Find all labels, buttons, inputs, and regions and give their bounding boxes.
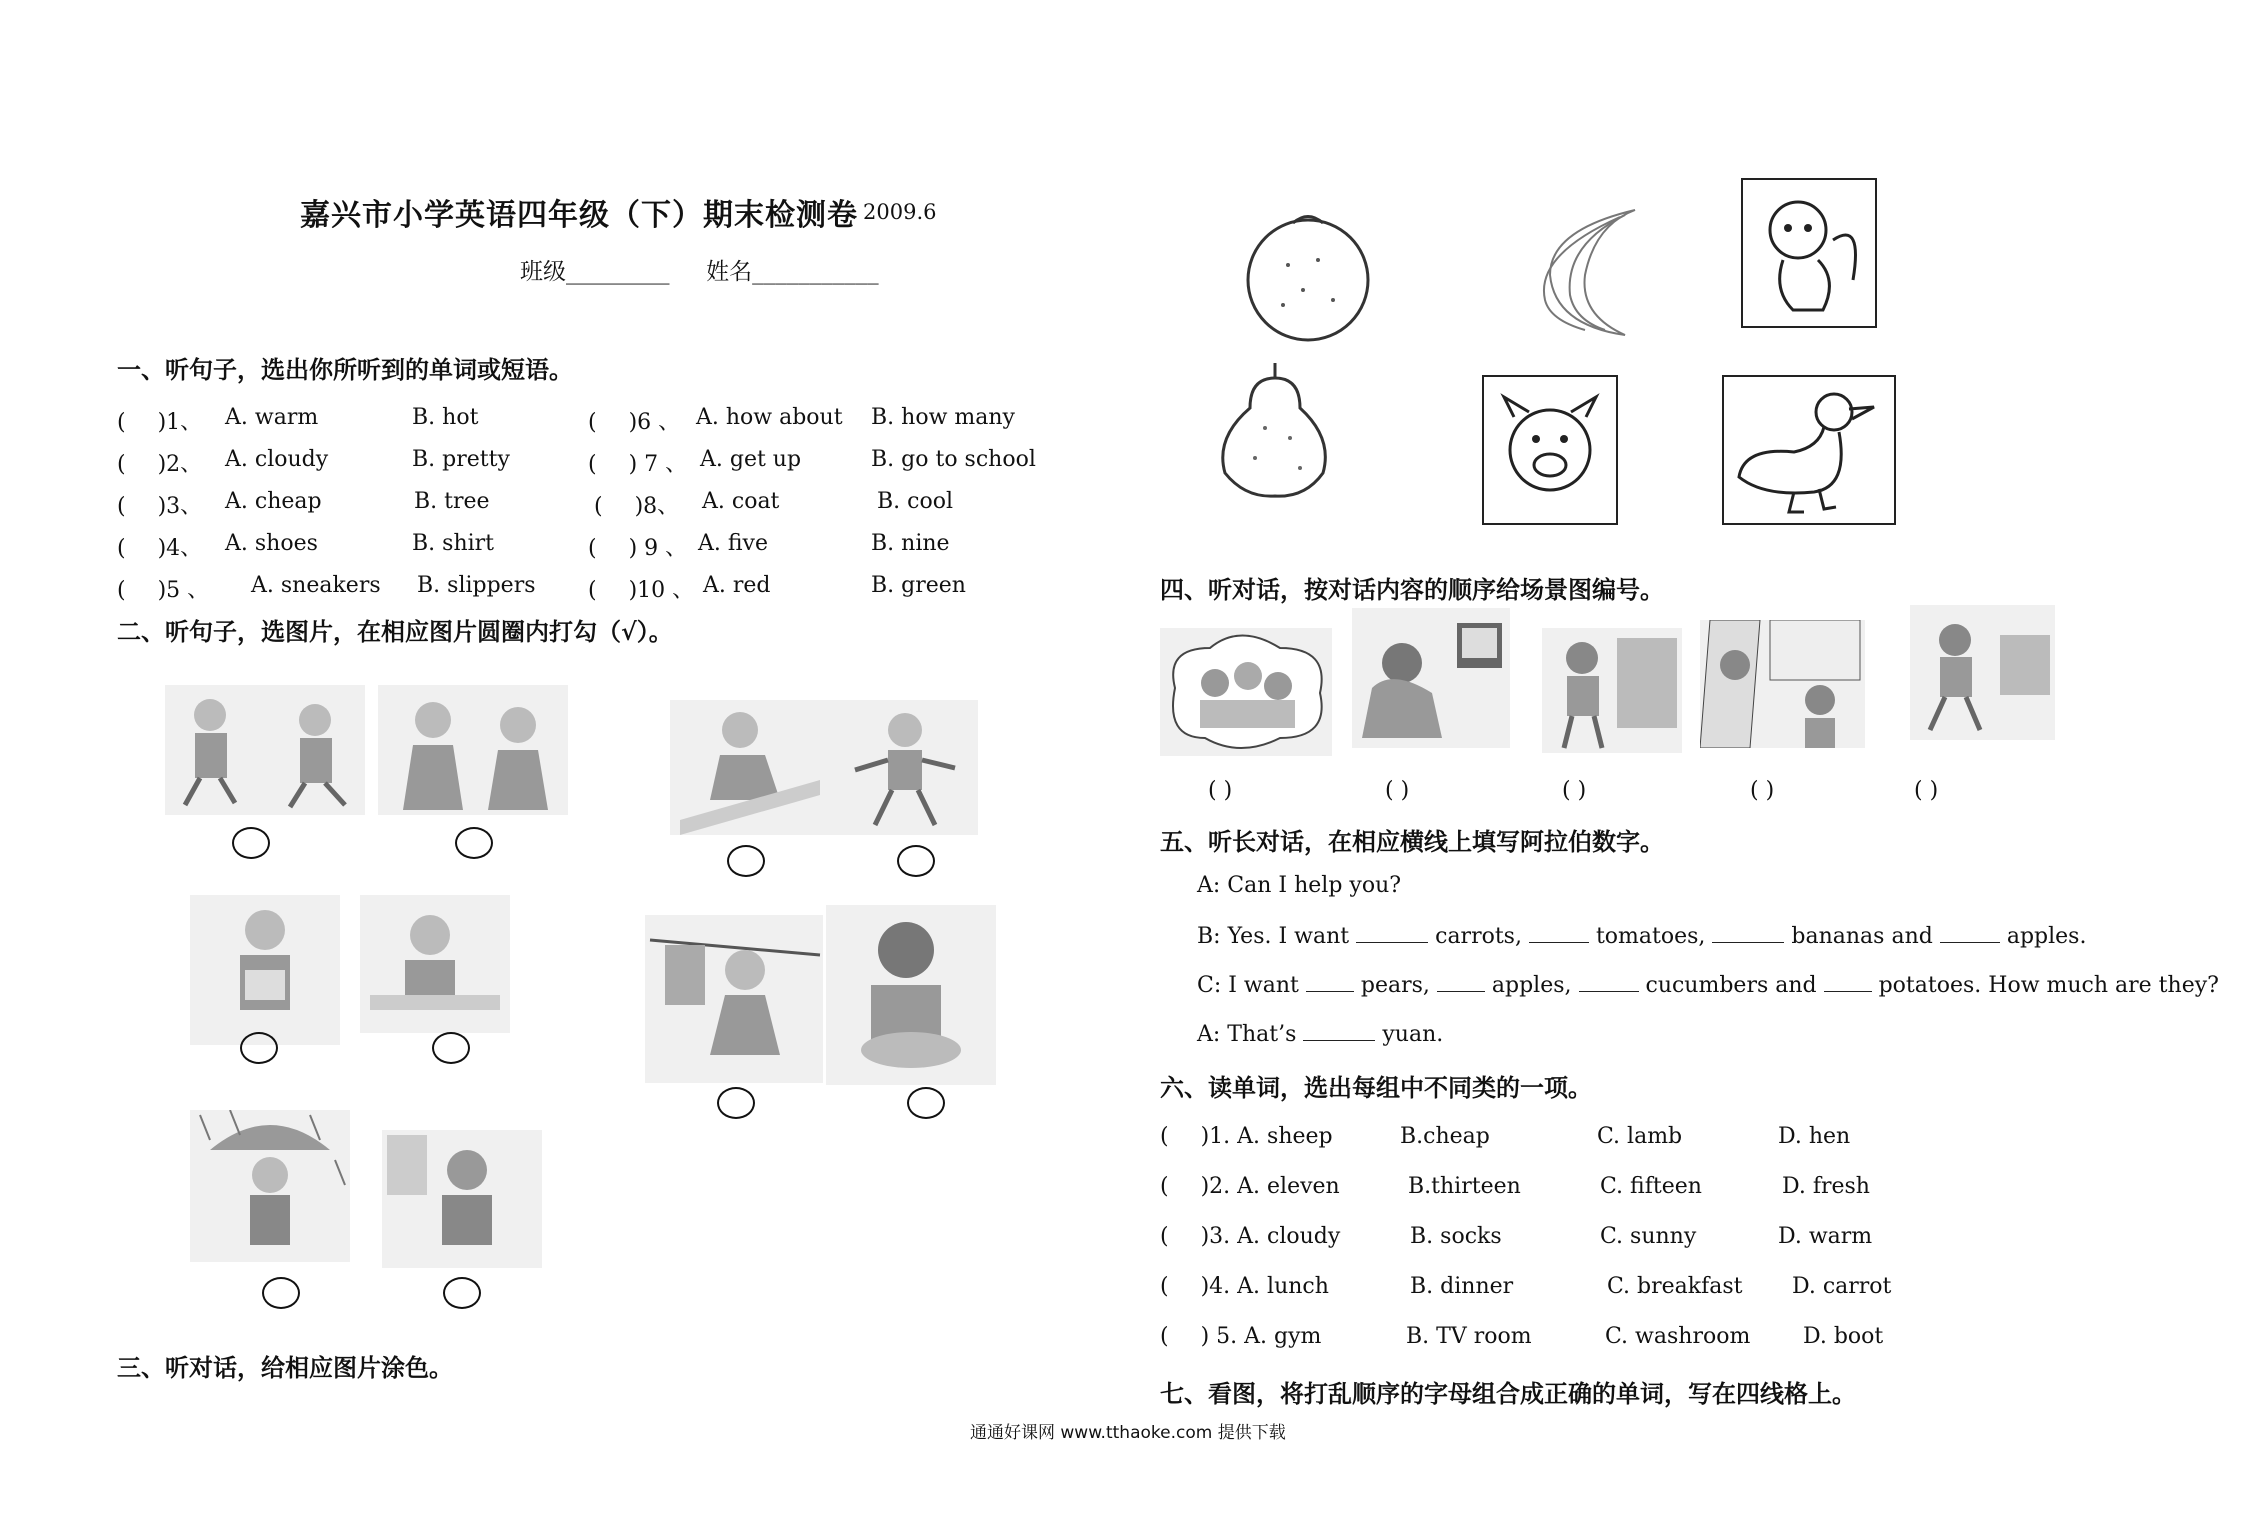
list-item: ( )1. A. sheep B.cheap C. lamb D. hen bbox=[1160, 1124, 1851, 1149]
section-4-heading: 四、听对话，按对话内容的顺序给场景图编号。 bbox=[1160, 575, 1664, 604]
footer-credit: 通通好课网 www.tthaoke.com 提供下载 bbox=[970, 1423, 1286, 1443]
section-5-heading: 五、听长对话，在相应横线上填写阿拉伯数字。 bbox=[1160, 827, 1664, 856]
answer-circle[interactable] bbox=[907, 1087, 945, 1119]
fill-blank[interactable] bbox=[1579, 971, 1639, 992]
boy-walking-picture bbox=[830, 700, 978, 835]
fill-blank[interactable] bbox=[1712, 922, 1784, 943]
answer-circle[interactable] bbox=[717, 1087, 755, 1119]
girl-shoes-picture bbox=[382, 1130, 542, 1268]
girl-hanging-clothes-picture bbox=[645, 915, 823, 1083]
fill-blank[interactable] bbox=[1940, 922, 2000, 943]
section-1-heading: 一、听句子，选出你所听到的单词或短语。 bbox=[117, 355, 573, 384]
fill-blank[interactable] bbox=[1529, 922, 1589, 943]
answer-circle[interactable] bbox=[262, 1277, 300, 1309]
fill-blank[interactable] bbox=[1437, 971, 1485, 992]
list-item: ( )8、 A. coat B. cool bbox=[594, 489, 954, 519]
section-2-heading: 二、听句子，选图片，在相应图片圆圈内打勾（√）。 bbox=[117, 617, 673, 646]
tv-room-scene-picture bbox=[1352, 608, 1510, 748]
list-item: ( )1、 A. warm B. hot bbox=[117, 405, 479, 435]
monkey-picture bbox=[1741, 178, 1877, 328]
dialog-line-3: C: I want pears, apples, cucumbers and potatoes. How much are they? bbox=[1197, 973, 2219, 998]
answer-paren[interactable]: ( ) bbox=[1562, 778, 1587, 803]
orange-picture bbox=[1238, 205, 1378, 345]
fill-blank[interactable] bbox=[1306, 971, 1354, 992]
list-item: ( ) 9 、 A. five B. nine bbox=[588, 531, 950, 561]
pig-picture bbox=[1482, 375, 1618, 525]
list-item: ( )10 、 A. red B. green bbox=[588, 573, 966, 603]
list-item: ( )2. A. eleven B.thirteen C. fifteen D. fresh bbox=[1160, 1174, 1870, 1199]
class-name-line bbox=[520, 253, 879, 286]
fill-blank[interactable] bbox=[1303, 1020, 1375, 1041]
answer-paren[interactable]: ( ) bbox=[1750, 778, 1775, 803]
singing-room-scene-picture bbox=[1700, 620, 1865, 748]
girl-eating-picture bbox=[360, 895, 510, 1033]
exam-date: 2009.6 bbox=[863, 200, 937, 224]
answer-circle[interactable] bbox=[455, 827, 493, 859]
fill-blank[interactable] bbox=[1824, 971, 1872, 992]
section-7-heading: 七、看图，将打乱顺序的字母组合成正确的单词，写在四线格上。 bbox=[1160, 1379, 1856, 1408]
girl-crossing-picture bbox=[670, 700, 830, 835]
family-scene-picture bbox=[1160, 628, 1332, 756]
answer-paren[interactable]: ( ) bbox=[1208, 778, 1233, 803]
dialog-line-2: B: Yes. I want carrots, tomatoes, bananas and apples. bbox=[1197, 924, 2087, 949]
answer-paren[interactable]: ( ) bbox=[1914, 778, 1939, 803]
dialog-line-1: A: Can I help you? bbox=[1197, 873, 1402, 898]
list-item: ( )4. A. lunch B. dinner C. breakfast D. carrot bbox=[1160, 1274, 1892, 1299]
section-3-heading: 三、听对话，给相应图片涂色。 bbox=[117, 1353, 453, 1382]
answer-circle[interactable] bbox=[240, 1032, 278, 1064]
list-item: ( )3、 A. cheap B. tree bbox=[117, 489, 490, 519]
boy-umbrella-rain-picture bbox=[190, 1110, 350, 1262]
answer-circle[interactable] bbox=[897, 845, 935, 877]
list-item: ( )2、 A. cloudy B. pretty bbox=[117, 447, 510, 477]
answer-circle[interactable] bbox=[232, 827, 270, 859]
answer-circle[interactable] bbox=[727, 845, 765, 877]
name-label: 姓名___________ bbox=[706, 259, 879, 285]
boy-walking-home-scene-picture bbox=[1910, 605, 2055, 740]
answer-circle[interactable] bbox=[432, 1032, 470, 1064]
answer-paren[interactable]: ( ) bbox=[1385, 778, 1410, 803]
boy-reading-picture bbox=[190, 895, 340, 1045]
dialog-line-4: A: That’s yuan. bbox=[1197, 1022, 1444, 1047]
banana-picture bbox=[1525, 205, 1645, 340]
list-item: ( ) 7 、 A. get up B. go to school bbox=[588, 447, 1036, 477]
answer-circle[interactable] bbox=[443, 1277, 481, 1309]
pear-picture bbox=[1205, 358, 1340, 498]
boy-washing-picture bbox=[826, 905, 996, 1085]
page-title: 嘉兴市小学英语四年级（下）期末检测卷 bbox=[300, 198, 858, 233]
boy-school-scene-picture bbox=[1542, 628, 1682, 753]
section-6-heading: 六、读单词，选出每组中不同类的一项。 bbox=[1160, 1073, 1592, 1102]
class-label: 班级_________ bbox=[520, 259, 670, 285]
fill-blank[interactable] bbox=[1356, 922, 1428, 943]
list-item: ( )4、 A. shoes B. shirt bbox=[117, 531, 495, 561]
list-item: ( ) 5. A. gym B. TV room C. washroom D. boot bbox=[1160, 1324, 1884, 1349]
list-item: ( )5 、 A. sneakers B. slippers bbox=[117, 573, 536, 603]
list-item: ( )3. A. cloudy B. socks C. sunny D. warm bbox=[1160, 1224, 1873, 1249]
duck-picture bbox=[1722, 375, 1896, 525]
list-item: ( )6 、 A. how about B. how many bbox=[588, 405, 1015, 435]
kids-running-picture bbox=[165, 685, 365, 815]
girls-singing-picture bbox=[378, 685, 568, 815]
